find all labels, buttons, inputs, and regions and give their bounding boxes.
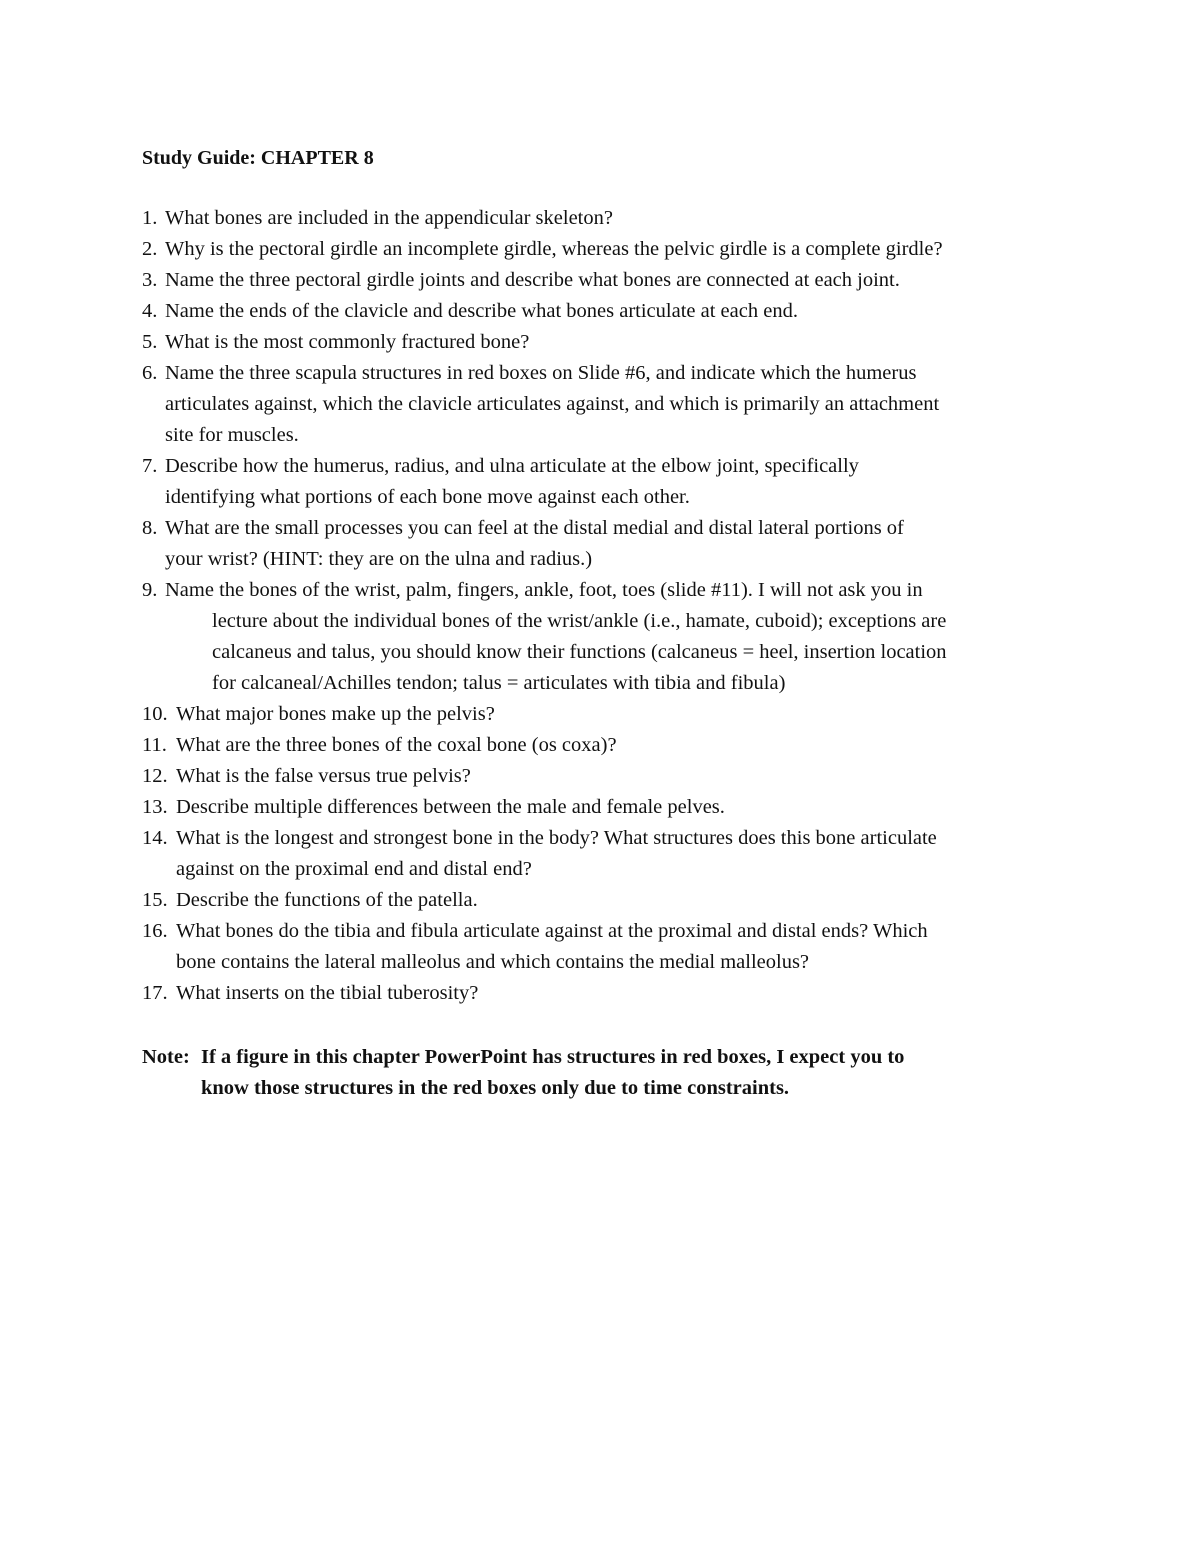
question-number: 10. — [142, 703, 168, 725]
question-number: 13. — [142, 796, 168, 818]
question-number: 4. — [142, 300, 158, 322]
question-item — [142, 978, 1082, 1009]
question-item — [142, 730, 1082, 761]
question-text: Name the ends of the clavicle and describe what bones articulate at each end. — [165, 300, 798, 322]
question-text: Name the bones of the wrist, palm, fingers, ankle, foot, toes (slide #11). I will not ask you in lecture about the individual bones of the wrist/ankle (i.e., hamate, cuboid); exceptions are calcaneus and talus, you should know their functions (calcaneus = heel, insertion location for calcaneal/Achilles tendon; talus = articulates with tibia and fibula) — [165, 579, 947, 694]
question-text: Describe multiple differences between the male and female pelves. — [176, 796, 725, 818]
question-number: 16. — [142, 920, 168, 942]
note-label: Note: — [142, 1046, 190, 1068]
question-text: What bones are included in the appendicular skeleton? — [165, 207, 613, 229]
question-item — [142, 296, 1082, 327]
question-text: What is the false versus true pelvis? — [176, 765, 471, 787]
question-text: What are the small processes you can feel at the distal medial and distal lateral portions of your wrist? (HINT: they are on the ulna and radius.) — [165, 517, 904, 570]
page-title: Study Guide: CHAPTER 8 — [142, 147, 374, 169]
question-number: 2. — [142, 238, 158, 260]
question-text: Name the three pectoral girdle joints and describe what bones are connected at each joint. — [165, 269, 900, 291]
question-text: Describe the functions of the patella. — [176, 889, 478, 911]
question-item — [142, 327, 1082, 358]
question-text: What major bones make up the pelvis? — [176, 703, 495, 725]
question-item — [142, 203, 1082, 234]
question-item — [142, 885, 1082, 916]
question-text: Name the three scapula structures in red boxes on Slide #6, and indicate which the humerus articulates against, which the clavicle articulates against, and which is primarily an attachment site for muscles. — [165, 362, 940, 446]
question-item — [142, 451, 1082, 513]
question-number: 14. — [142, 827, 168, 849]
question-item — [142, 823, 1082, 885]
question-item — [142, 265, 1082, 296]
question-text: What are the three bones of the coxal bone (os coxa)? — [176, 734, 617, 756]
question-text: What is the most commonly fractured bone? — [165, 331, 530, 353]
note-block — [142, 1042, 1042, 1104]
question-text: What is the longest and strongest bone in the body? What structures does this bone articulate against on the proximal end and distal end? — [176, 827, 937, 880]
question-item — [142, 234, 1082, 265]
note-text: If a figure in this chapter PowerPoint has structures in red boxes, I expect you to know those structures in the red boxes only due to time constraints. — [201, 1046, 905, 1099]
question-number: 9. — [142, 579, 158, 601]
question-text: Why is the pectoral girdle an incomplete girdle, whereas the pelvic girdle is a complete girdle? — [165, 238, 943, 260]
question-text: What bones do the tibia and fibula articulate against at the proximal and distal ends? Which bone contains the lateral malleolus and which contains the medial malleolus? — [176, 920, 928, 973]
question-item — [142, 761, 1082, 792]
question-number: 3. — [142, 269, 158, 291]
question-item — [142, 575, 1082, 699]
question-number: 12. — [142, 765, 168, 787]
question-number: 1. — [142, 207, 158, 229]
question-item — [142, 513, 1082, 575]
question-number: 6. — [142, 362, 158, 384]
question-number: 17. — [142, 982, 168, 1004]
question-list — [142, 203, 1082, 1009]
question-number: 15. — [142, 889, 168, 911]
question-item — [142, 792, 1082, 823]
question-number: 8. — [142, 517, 158, 539]
question-number: 7. — [142, 455, 158, 477]
question-text: Describe how the humerus, radius, and ulna articulate at the elbow joint, specifically identifying what portions of each bone move against each other. — [165, 455, 859, 508]
question-item — [142, 358, 1082, 451]
question-item — [142, 699, 1082, 730]
question-text: What inserts on the tibial tuberosity? — [176, 982, 479, 1004]
question-number: 5. — [142, 331, 158, 353]
question-number: 11. — [142, 734, 167, 756]
question-item — [142, 916, 1082, 978]
